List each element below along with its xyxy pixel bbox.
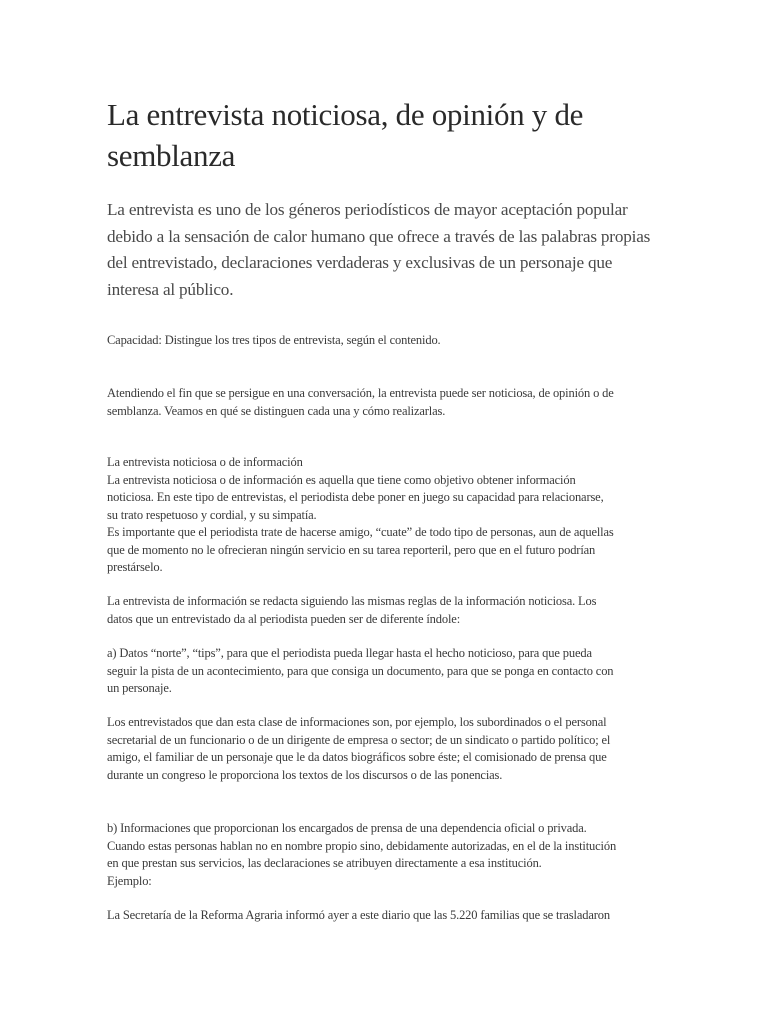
intro-line: semblanza. Veamos en qué se distinguen cada una y cómo realizarlas. <box>107 403 446 418</box>
intro-line: Atendiendo el fin que se persigue en una conversación, la entrevista puede ser noticiosa, de opinión o de <box>107 386 614 400</box>
lead-line: La entrevista es uno de los géneros periodísticos de mayor aceptación popular <box>107 200 628 219</box>
paragraph-line: seguir la pista de un acontecimiento, para que consiga un documento, para que se ponga en contacto con <box>107 663 614 678</box>
title-line: semblanza <box>107 138 236 173</box>
section-heading: La entrevista noticiosa o de información <box>107 455 303 469</box>
lead-paragraph <box>107 197 667 303</box>
section-noticiosa <box>107 454 667 577</box>
paragraph-line: amigo, el familiar de un personaje que le da datos biográficos sobre éste; el comisionado de prensa que <box>107 750 607 764</box>
paragraph-line: a) Datos “norte”, “tips”, para que el periodista pueda llegar hasta el hecho noticioso, para que pueda <box>107 646 592 660</box>
article-title <box>107 94 667 176</box>
paragraph-line: durante un congreso le proporciona los textos de los discursos o de las ponencias. <box>107 767 503 782</box>
section-line: su trato respetuoso y cordial, y su simpatía. <box>107 507 317 522</box>
section-line: La entrevista noticiosa o de información es aquella que tiene como objetivo obtener información <box>107 472 576 487</box>
section-line: prestárselo. <box>107 560 163 574</box>
paragraph-line: secretarial de un funcionario o de un dirigente de empresa o sector; de un sindicato o partido político; el <box>107 732 611 747</box>
document-page <box>107 94 667 922</box>
capacidad-line: Capacidad: Distingue los tres tipos de entrevista, según el contenido. <box>107 333 441 347</box>
title-line: La entrevista noticiosa, de opinión y de <box>107 97 584 132</box>
capacidad-paragraph <box>107 332 667 350</box>
paragraph-entrevistados <box>107 714 667 784</box>
lead-line: del entrevistado, declaraciones verdaderas y exclusivas de un personaje que <box>107 253 613 272</box>
paragraph-line: Los entrevistados que dan esta clase de informaciones son, por ejemplo, los subordinados o el personal <box>107 715 607 729</box>
paragraph-line: un personaje. <box>107 681 172 695</box>
paragraph-item-b <box>107 820 667 890</box>
paragraph-item-a <box>107 645 667 698</box>
section-line: noticiosa. En este tipo de entrevistas, el periodista debe poner en juego su capacidad para relacionarse, <box>107 490 604 504</box>
paragraph-line: Ejemplo: <box>107 873 152 888</box>
paragraph-line: Cuando estas personas hablan no en nombre propio sino, debidamente autorizadas, en el de la institución <box>107 838 617 853</box>
paragraph-line: b) Informaciones que proporcionan los encargados de prensa de una dependencia oficial o privada. <box>107 821 587 835</box>
paragraph-reglas <box>107 593 667 628</box>
paragraph-ejemplo <box>107 907 667 925</box>
intro-paragraph <box>107 385 667 420</box>
paragraph-line: La Secretaría de la Reforma Agraria informó ayer a este diario que las 5.220 familias que se trasladaron <box>107 908 610 922</box>
paragraph-line: en que prestan sus servicios, las declaraciones se atribuyen directamente a esa institución. <box>107 856 542 870</box>
section-line: Es importante que el periodista trate de hacerse amigo, “cuate” de todo tipo de personas, aun de aquellas <box>107 525 614 539</box>
paragraph-line: datos que un entrevistado da al periodista pueden ser de diferente índole: <box>107 611 461 626</box>
lead-line: interesa al público. <box>107 279 234 299</box>
section-line: que de momento no le ofrecieran ningún servicio en su tarea reporteril, pero que en el futuro podrían <box>107 542 596 557</box>
paragraph-line: La entrevista de información se redacta siguiendo las mismas reglas de la información noticiosa. Los <box>107 594 597 608</box>
lead-line: debido a la sensación de calor humano que ofrece a través de las palabras propias <box>107 226 651 246</box>
